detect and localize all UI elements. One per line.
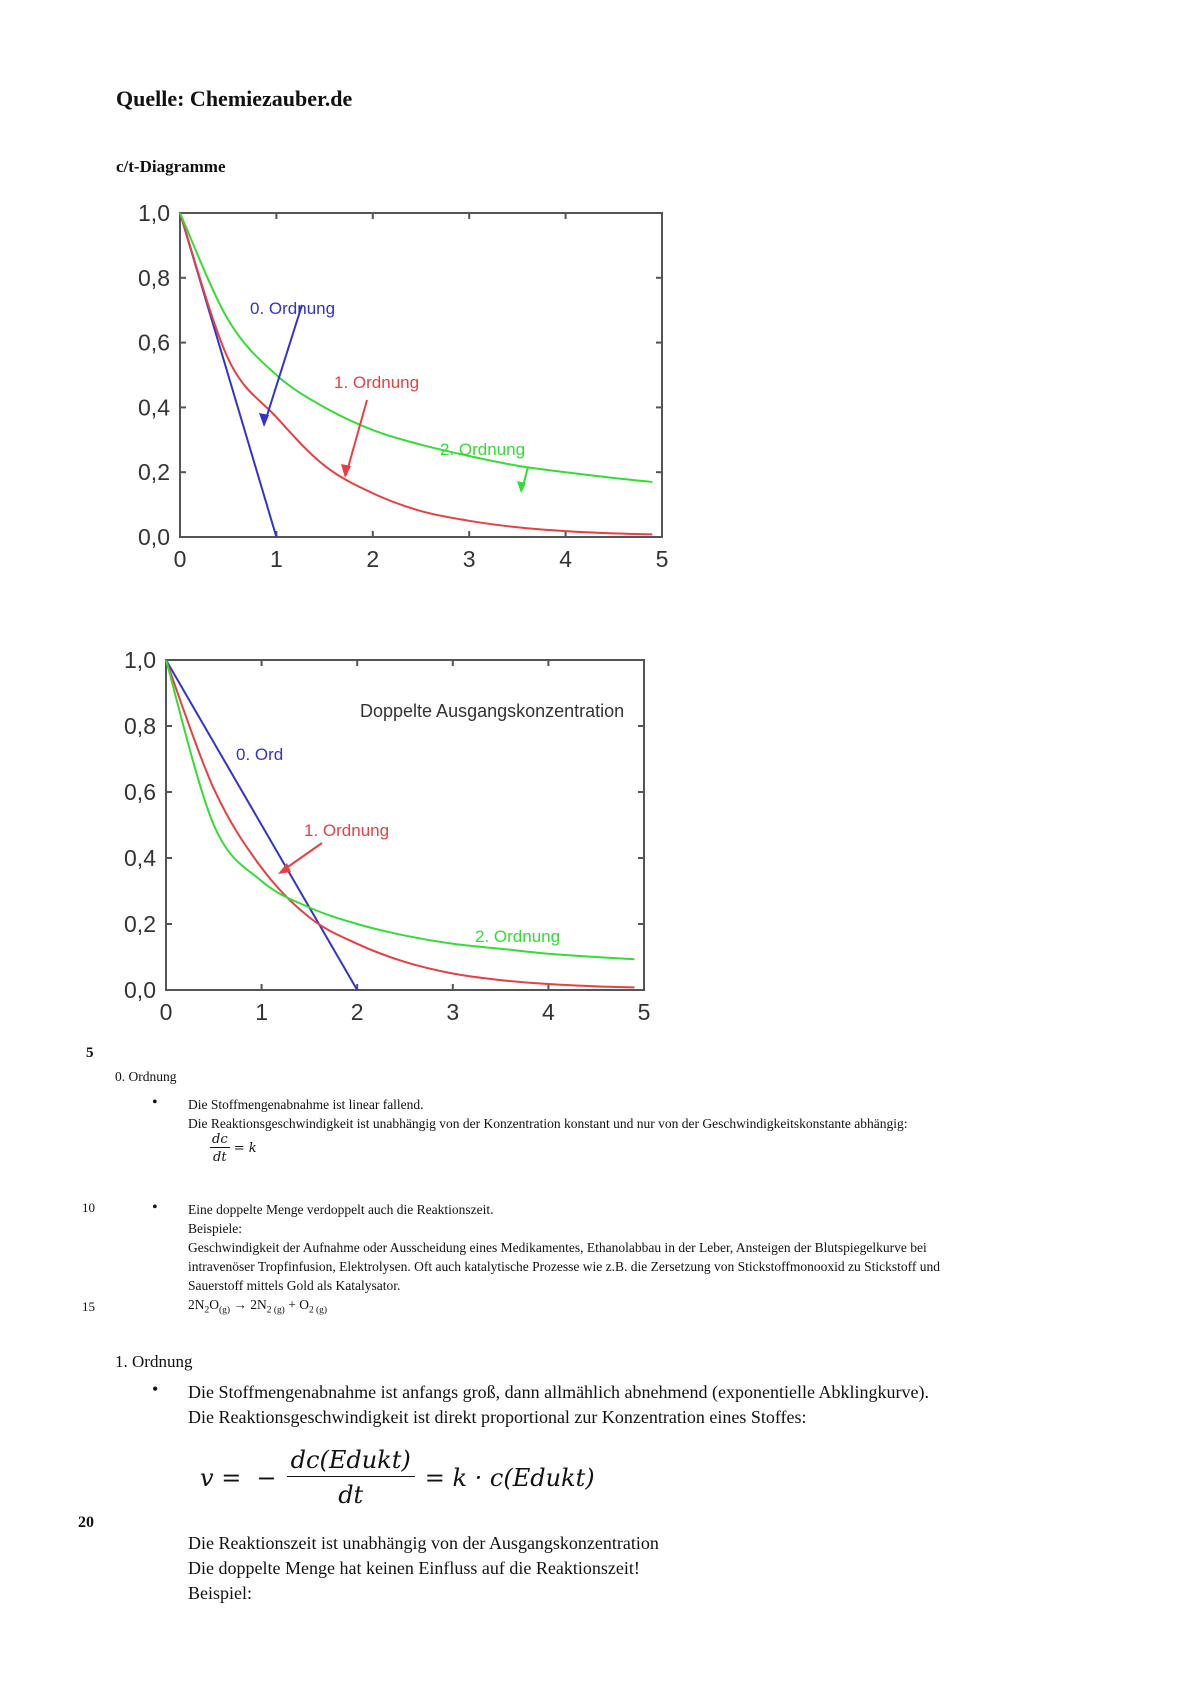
text-line: Die Stoffmengenabnahme ist anfangs groß, dann allmählich abnehmend (exponentielle Abklingkurve). — [188, 1382, 929, 1402]
line-number-20: 20 — [78, 1514, 94, 1531]
order0-bullet1 — [188, 1095, 907, 1133]
formula-denominator: dt — [338, 1481, 364, 1509]
text-line: Die Stoffmengenabnahme ist linear fallend. — [188, 1097, 424, 1112]
order0-heading: 0. Ordnung — [115, 1069, 177, 1084]
chart1-label-order2: 2. Ordnung — [440, 440, 526, 459]
chart1-ytick-label: 0,2 — [138, 459, 170, 486]
chart2-ytick-label: 0,6 — [124, 779, 156, 805]
chart1-arrow-order0 — [264, 305, 302, 425]
order0-formula — [210, 1132, 257, 1165]
formula-numerator: dc(Edukt) — [287, 1446, 415, 1477]
chart1-ytick-label: 0,0 — [138, 524, 170, 550]
text-line: Beispiel: — [188, 1583, 252, 1603]
chart2-xtick-label: 4 — [542, 999, 555, 1025]
bullet-dot: • — [152, 1379, 159, 1399]
bullet-dot: • — [152, 1199, 158, 1216]
order1-notes — [188, 1531, 659, 1606]
chart1-ytick-label: 0,4 — [138, 394, 170, 421]
text-line: Die Reaktionszeit ist unabhängig von der Ausgangskonzentration — [188, 1533, 659, 1553]
formula-rhs: = k · c(Edukt) — [424, 1463, 595, 1492]
chart1-arrow-order1 — [346, 400, 367, 475]
order0-bullet2 — [188, 1200, 940, 1321]
text-line: Die Reaktionsgeschwindigkeit ist unabhängig von der Konzentration konstant und nur von der Geschwindigkeitskonstante abhängig: — [188, 1116, 908, 1131]
chart1-label-order0: 0. Ordnung — [250, 299, 336, 318]
section-heading: c/t-Diagramme — [116, 157, 226, 176]
chart1-arrowhead-order0 — [259, 413, 269, 427]
chart1-ytick-label: 0,6 — [138, 329, 170, 356]
chart2-xtick-label: 0 — [159, 999, 173, 1025]
chart2-label-order1: 1. Ordnung — [304, 821, 390, 840]
chart2-label-order0: 0. Ord — [236, 745, 284, 764]
chart2-ytick-label: 0,0 — [124, 977, 156, 1003]
order1-formula — [200, 1446, 595, 1509]
line-number-5: 5 — [86, 1045, 94, 1061]
chart1-xtick-label: 3 — [462, 546, 476, 572]
formula-lhs: v = − — [200, 1463, 277, 1492]
text-line: Eine doppelte Menge verdoppelt auch die Reaktionszeit. — [188, 1202, 494, 1217]
chart1-xtick-label: 1 — [270, 546, 283, 572]
bullet-dot: • — [152, 1094, 158, 1111]
line-number-10: 10 — [82, 1200, 95, 1215]
text-line: Die doppelte Menge hat keinen Einfluss auf die Reaktionszeit! — [188, 1558, 640, 1578]
chart2-ytick-label: 1,0 — [124, 647, 156, 673]
chart1-label-order1: 1. Ordnung — [334, 373, 420, 392]
chart1-xtick-label: 5 — [655, 546, 669, 572]
text-line: Geschwindigkeit der Aufnahme oder Ausscheidung eines Medikamentes, Ethanolabbau in der Leber, Ansteigen der Blutspiegelkurve bei — [188, 1240, 927, 1255]
formula-denominator: dt — [213, 1150, 227, 1165]
chart2-xtick-label: 1 — [255, 999, 268, 1025]
source-heading: Quelle: Chemiezauber.de — [116, 86, 353, 111]
line-number-15: 15 — [82, 1299, 95, 1314]
text-line: Beispiele: — [188, 1221, 242, 1236]
chart2-ytick-label: 0,8 — [124, 713, 156, 739]
chart2-ytick-label: 0,4 — [124, 845, 156, 871]
chart1-plot-frame — [180, 213, 662, 537]
chart1-xtick-label: 0 — [173, 546, 187, 572]
chart2-ytick-label: 0,2 — [124, 911, 156, 937]
text-line: Sauerstoff mittels Gold als Katalysator. — [188, 1278, 401, 1293]
chart-ct-single — [116, 205, 736, 635]
chart1-ytick-label: 1,0 — [138, 205, 170, 226]
text-line: intravenöser Tropfinfusion, Elektrolysen. Oft auch katalytische Prozesse wie z.B. die Zersetzung von Stickstoffmonooxid zu Stickstoff und — [188, 1259, 940, 1274]
chart1-annotations — [250, 299, 528, 493]
chart1-arrowhead-order1 — [341, 464, 351, 478]
chart2-xtick-label: 2 — [350, 999, 364, 1025]
chart2-title: Doppelte Ausgangskonzentration — [360, 701, 625, 721]
chart1-xtick-label: 2 — [366, 546, 380, 572]
formula-numerator: dc — [212, 1132, 228, 1147]
chart-ct-double — [104, 645, 724, 1075]
chart2-xtick-label: 3 — [446, 999, 460, 1025]
chart2-label-order2: 2. Ordnung — [475, 927, 561, 946]
chart1-xtick-label: 4 — [559, 546, 572, 572]
chart2-annotations — [236, 745, 560, 946]
chart1-series-2 — [180, 213, 652, 482]
order1-heading: 1. Ordnung — [115, 1352, 193, 1371]
chart1-arrowhead-order2 — [517, 481, 526, 493]
chart2-xtick-label: 5 — [637, 999, 651, 1025]
formula-rhs: = k — [233, 1141, 257, 1156]
reaction-equation: $2N_2O_{(g)} \to 2N_{2 (g)} + O_{2 (g)}$ — [188, 1297, 328, 1316]
text-line: Die Reaktionsgeschwindigkeit ist direkt proportional zur Konzentration eines Stoffes: — [188, 1407, 807, 1427]
order1-bullet1 — [188, 1380, 929, 1430]
chart1-ytick-label: 0,8 — [138, 264, 170, 291]
